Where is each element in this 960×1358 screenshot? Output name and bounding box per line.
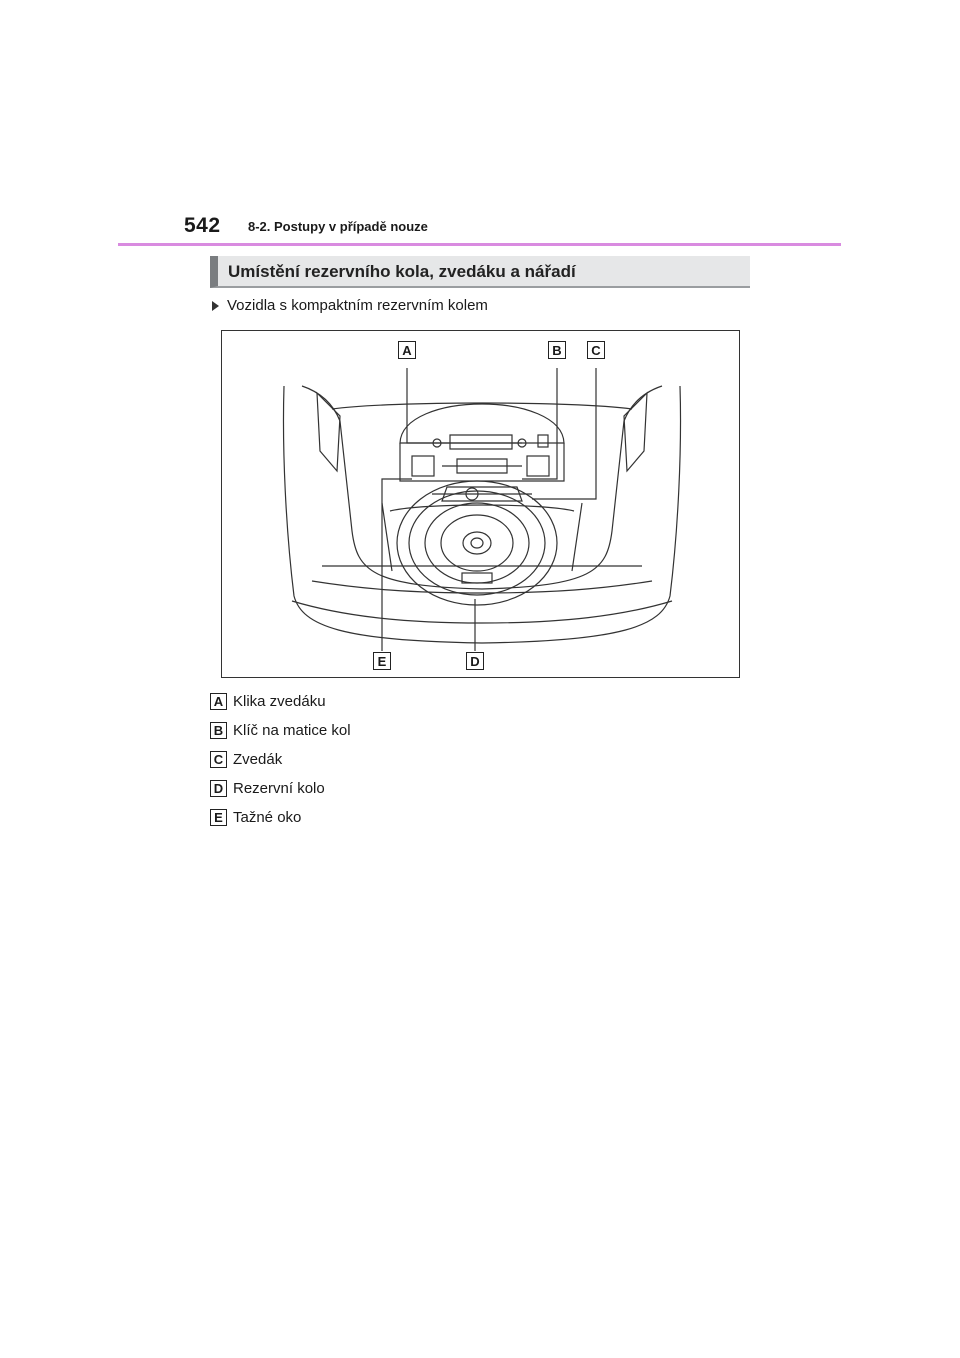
legend-label: Tažné oko xyxy=(233,809,302,826)
legend-item xyxy=(210,687,351,716)
section-heading xyxy=(210,256,750,288)
callout-e: E xyxy=(373,652,391,670)
legend-key: D xyxy=(210,780,227,797)
legend-item xyxy=(210,716,351,745)
triangle-bullet-icon xyxy=(212,301,219,311)
callout-d: D xyxy=(466,652,484,670)
callout-a: A xyxy=(398,341,416,359)
header-divider xyxy=(118,243,841,246)
legend-item xyxy=(210,774,351,803)
page-number: 542 xyxy=(184,214,221,237)
trunk-drawing xyxy=(222,331,741,679)
section-heading-text: Umístění rezervního kola, zvedáku a nářadí xyxy=(228,262,576,281)
legend-key: B xyxy=(210,722,227,739)
trunk-illustration xyxy=(221,330,740,678)
chapter-title: 8-2. Postupy v případě nouze xyxy=(248,219,428,234)
variant-text: Vozidla s kompaktním rezervním kolem xyxy=(227,297,488,314)
variant-line xyxy=(212,297,488,314)
legend-key: C xyxy=(210,751,227,768)
callout-b: B xyxy=(548,341,566,359)
legend-key: E xyxy=(210,809,227,826)
legend-label: Rezervní kolo xyxy=(233,780,325,797)
legend-label: Klíč na matice kol xyxy=(233,722,351,739)
legend-list xyxy=(210,687,351,832)
legend-label: Klika zvedáku xyxy=(233,693,326,710)
callout-c: C xyxy=(587,341,605,359)
legend-key: A xyxy=(210,693,227,710)
legend-item xyxy=(210,803,351,832)
legend-label: Zvedák xyxy=(233,751,283,768)
legend-item xyxy=(210,745,351,774)
